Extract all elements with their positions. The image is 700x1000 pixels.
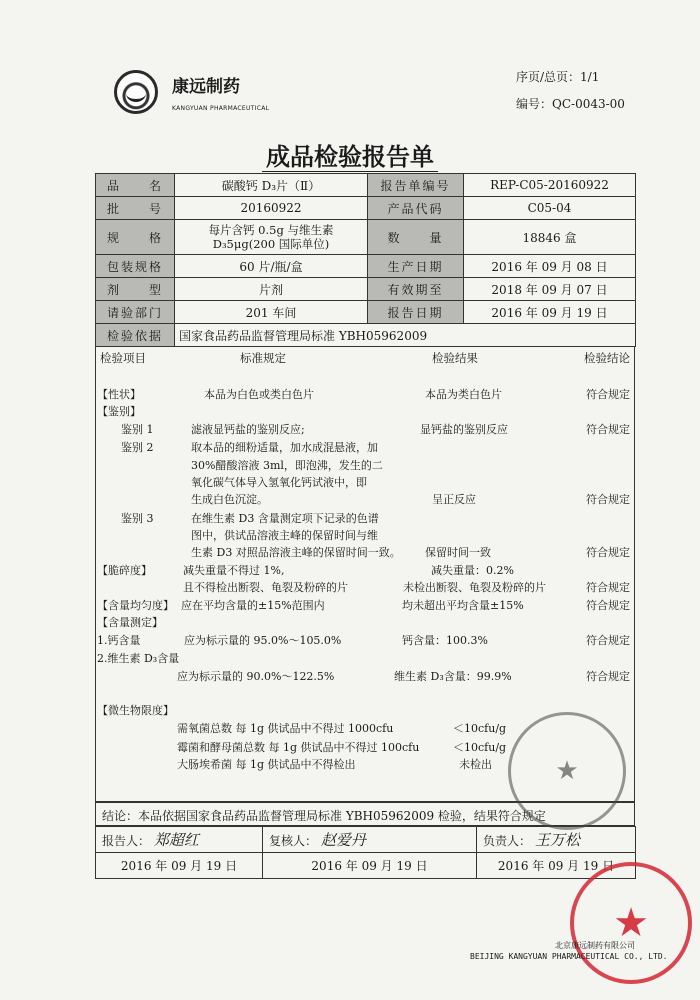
microbial-line1: 需氧菌总数 每 1g 供试品中不得过 1000cfu bbox=[177, 722, 394, 735]
uniformity-standard: 应在平均含量的±15%范围内 bbox=[181, 599, 325, 612]
reviewer-date-text: 2016 年 09 月 19 日 bbox=[311, 859, 428, 873]
microbial-line3: 大肠埃希菌 每 1g 供试品中不得检出 bbox=[177, 758, 356, 771]
report-title-text: 成品检验报告单 bbox=[262, 143, 438, 174]
uniformity-result: 均未超出平均含量±15% bbox=[402, 599, 524, 612]
ident3-standard-line2: 图中，供试品溶液主峰的保留时间与维 bbox=[191, 529, 378, 542]
product-code-value: C05-04 bbox=[464, 197, 636, 220]
reviewer-signature: 赵爱丹 bbox=[320, 831, 366, 849]
conclusion: 结论：本品依据国家食品药品监督管理局标准 YBH05962009 检验，结果符合规定 bbox=[95, 802, 635, 826]
column-standard-header: 标准规定 bbox=[240, 351, 286, 365]
friability-conclusion: 符合规定 bbox=[586, 581, 630, 594]
friability-title: 【脆碎度】 bbox=[97, 564, 152, 577]
microbial-result3: 未检出 bbox=[459, 758, 492, 771]
friability-standard-line2: 且不得检出断裂、龟裂及粉碎的片 bbox=[183, 581, 348, 594]
footer-company-en: BEIJING KANGYUAN PHARMACEUTICAL CO., LTD. bbox=[470, 952, 668, 961]
red-seal-star-icon: ★ bbox=[613, 900, 649, 946]
friability-standard-line1: 减失重量不得过 1%, bbox=[183, 564, 285, 577]
exp-date-label: 有效期至 bbox=[368, 278, 464, 301]
column-result-header: 检验结果 bbox=[432, 351, 478, 365]
batch-value: 20160922 bbox=[175, 197, 368, 220]
product-code-label: 产品代码 bbox=[368, 197, 464, 220]
basis-value: 国家食品药品监督管理局标准 YBH05962009 bbox=[175, 324, 636, 347]
red-company-seal-stamp bbox=[570, 862, 692, 984]
qty-value: 18846 盒 bbox=[464, 220, 636, 255]
ident3-standard-line3: 生素 D3 对照品溶液主峰的保留时间一致。 bbox=[191, 546, 401, 559]
reviewer-cell bbox=[263, 827, 477, 853]
manager-cell bbox=[477, 827, 636, 853]
qc-seal-stamp bbox=[508, 712, 626, 830]
microbial-title: 【微生物限度】 bbox=[97, 704, 174, 717]
product-label: 品 名 bbox=[96, 174, 175, 197]
package-value: 60 片/瓶/盒 bbox=[175, 255, 368, 278]
qty-label: 数 量 bbox=[368, 220, 464, 255]
ident2-standard-line2: 30%醋酸溶液 3ml，即泡沸，发生的二 bbox=[191, 459, 383, 472]
microbial-result1: ＜10cfu/g bbox=[453, 722, 507, 735]
ident3-result: 保留时间一致 bbox=[425, 546, 491, 559]
basis-label: 检验依据 bbox=[96, 324, 175, 347]
assay1-standard: 应为标示量的 95.0%～105.0% bbox=[184, 634, 342, 647]
report-title bbox=[0, 137, 700, 172]
ident3-standard-line1: 在维生素 D3 含量测定项下记录的色谱 bbox=[191, 512, 379, 525]
assay2-standard: 应为标示量的 90.0%～122.5% bbox=[177, 670, 335, 683]
spec-label: 规 格 bbox=[96, 220, 175, 255]
ident2-standard-line3: 氧化碳气体导入氢氧化钙试液中，即 bbox=[191, 476, 367, 489]
ident1-result: 显钙盐的鉴别反应 bbox=[420, 423, 508, 436]
ident2-standard-line4: 生成白色沉淀。 bbox=[191, 493, 268, 506]
form-value: 片剂 bbox=[175, 278, 368, 301]
mfg-date-value: 2016 年 09 月 08 日 bbox=[464, 255, 636, 278]
ident2-standard-line1: 取本品的细粉适量，加水成混悬液，加 bbox=[191, 441, 378, 454]
dept-value: 201 车间 bbox=[175, 301, 368, 324]
assay-title: 【含量测定】 bbox=[97, 616, 163, 629]
uniformity-conclusion: 符合规定 bbox=[586, 599, 630, 612]
assay1-result: 钙含量：100.3% bbox=[402, 634, 488, 647]
report-no-label: 报告单编号 bbox=[368, 174, 464, 197]
reporter-date bbox=[96, 853, 263, 879]
reporter-date-text: 2016 年 09 月 19 日 bbox=[120, 859, 238, 873]
assay2-result: 维生素 D₃含量：99.9% bbox=[394, 670, 512, 683]
ident3-name: 鉴别 3 bbox=[121, 512, 154, 525]
batch-label: 批 号 bbox=[96, 197, 175, 220]
appearance-conclusion: 符合规定 bbox=[586, 388, 630, 401]
assay1-conclusion: 符合规定 bbox=[586, 634, 630, 647]
company-logo-icon bbox=[114, 70, 158, 114]
column-conclusion-header: 检验结论 bbox=[584, 351, 630, 365]
ident1-name: 鉴别 1 bbox=[121, 423, 154, 436]
column-item-header: 检验项目 bbox=[100, 351, 146, 365]
ident-title: 【鉴别】 bbox=[97, 405, 141, 418]
assay2-name: 2.维生素 D₃含量 bbox=[97, 652, 180, 665]
ident2-name: 鉴别 2 bbox=[121, 441, 154, 454]
signature-table bbox=[95, 826, 636, 879]
microbial-result2: ＜10cfu/g bbox=[453, 741, 507, 754]
reviewer-date bbox=[263, 853, 477, 879]
form-label: 剂 型 bbox=[96, 278, 175, 301]
assay1-name: 1.钙含量 bbox=[97, 634, 141, 647]
appearance-result: 本品为类白色片 bbox=[425, 388, 502, 401]
manager-date-text: 2016 年 09 月 19 日 bbox=[497, 859, 615, 873]
assay2-conclusion: 符合规定 bbox=[586, 670, 630, 683]
manager-signature: 王万松 bbox=[534, 831, 580, 849]
report-date-value: 2016 年 09 月 19 日 bbox=[464, 301, 636, 324]
ident1-standard: 滤液显钙盐的鉴别反应; bbox=[191, 423, 305, 436]
ident2-conclusion: 符合规定 bbox=[586, 493, 630, 506]
reporter-cell bbox=[96, 827, 263, 853]
reporter-label: 报告人： bbox=[102, 834, 151, 848]
product-info-table bbox=[95, 173, 636, 347]
exp-date-value: 2018 年 09 月 07 日 bbox=[464, 278, 636, 301]
ident2-result: 呈正反应 bbox=[432, 493, 476, 506]
package-label: 包装规格 bbox=[96, 255, 175, 278]
qc-seal-star-icon: ★ bbox=[555, 756, 579, 786]
spec-value: 每片含钙 0.5g 与维生素 D₃5μg(200 国际单位) bbox=[175, 220, 368, 255]
page-info: 序页/总页：1/1 bbox=[516, 70, 600, 84]
report-no-value: REP-C05-20160922 bbox=[464, 174, 636, 197]
product-value: 碳酸钙 D₃片（Ⅱ） bbox=[175, 174, 368, 197]
ident3-conclusion: 符合规定 bbox=[586, 546, 630, 559]
friability-result-line1: 减失重量：0.2% bbox=[431, 564, 514, 577]
company-name-cn: 康远制药 bbox=[172, 77, 240, 97]
company-name-en: KANGYUAN PHARMACEUTICAL bbox=[172, 105, 270, 112]
appearance-standard: 本品为白色或类白色片 bbox=[204, 388, 314, 401]
footer-company-cn: 北京康远制药有限公司 bbox=[555, 941, 635, 950]
ident1-conclusion: 符合规定 bbox=[586, 423, 630, 436]
report-date-label: 报告日期 bbox=[368, 301, 464, 324]
mfg-date-label: 生产日期 bbox=[368, 255, 464, 278]
dept-label: 请验部门 bbox=[96, 301, 175, 324]
manager-label: 负责人： bbox=[483, 834, 532, 848]
document-code: 编号：QC-0043-00 bbox=[516, 97, 625, 111]
microbial-line2: 霉菌和酵母菌总数 每 1g 供试品中不得过 100cfu bbox=[177, 741, 420, 754]
reporter-signature: 郑超红 bbox=[153, 831, 199, 849]
friability-result-line2: 未检出断裂、龟裂及粉碎的片 bbox=[403, 581, 546, 594]
reviewer-label: 复核人： bbox=[269, 834, 318, 848]
appearance-title: 【性状】 bbox=[97, 388, 141, 401]
uniformity-title: 【含量均匀度】 bbox=[97, 599, 174, 612]
